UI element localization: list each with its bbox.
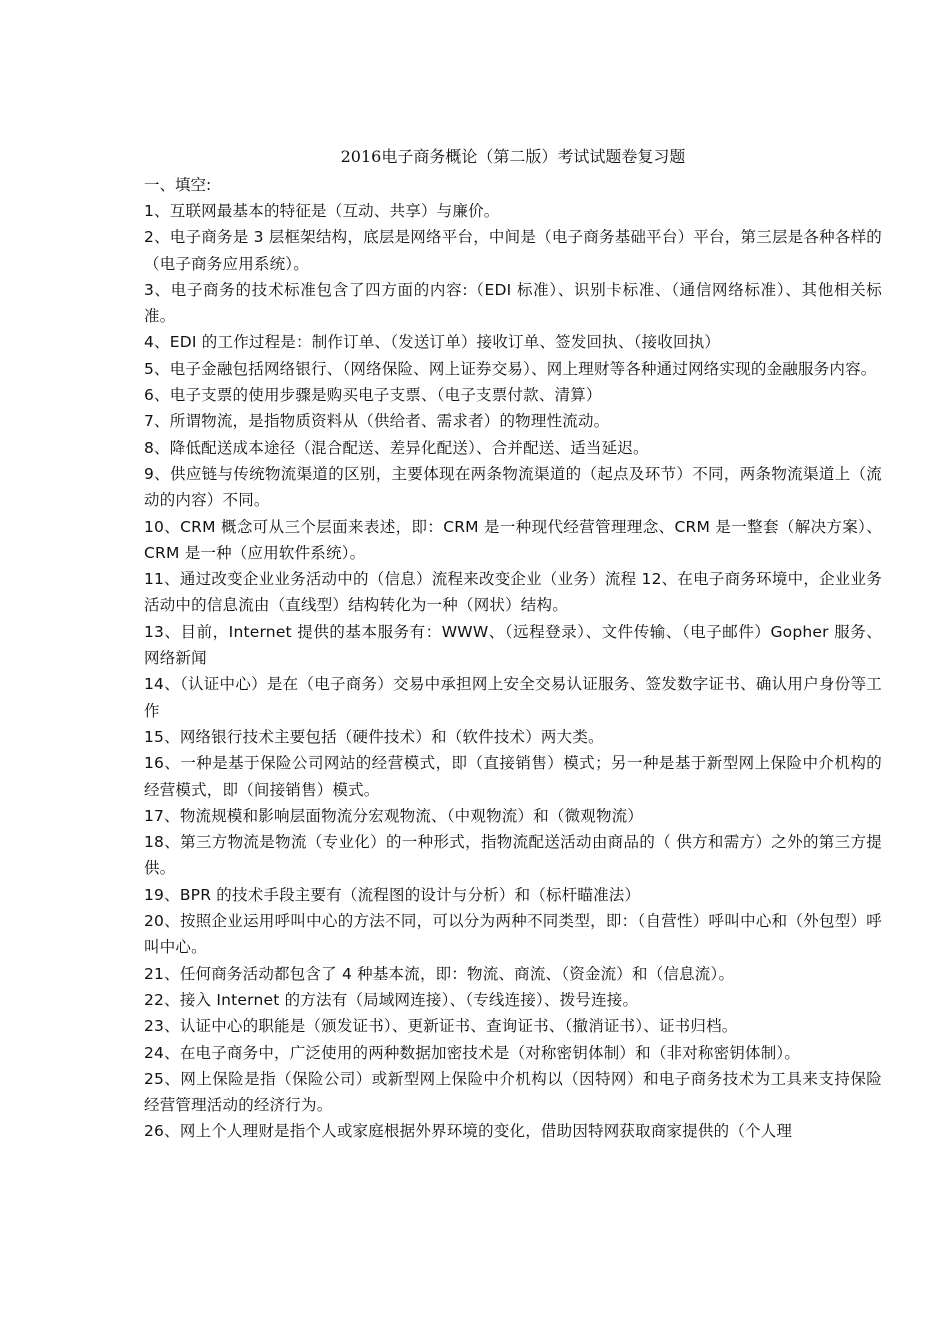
document-page bbox=[144, 144, 882, 1145]
question-item: 20、按照企业运用呼叫中心的方法不同，可以分为两种不同类型，即：（自营性）呼叫中心和（外包型）呼叫中心。 bbox=[144, 912, 882, 957]
question-list bbox=[144, 198, 882, 1145]
question-item: 4、EDI 的工作过程是：制作订单、（发送订单）接收订单、签发回执、（接收回执） bbox=[144, 333, 721, 352]
question-item: 1、互联网最基本的特征是（互动、共享）与廉价。 bbox=[144, 202, 500, 220]
question-item: 2、电子商务是 3 层框架结构，底层是网络平台，中间是（电子商务基础平台）平台，第三层是各种各样的（电子商务应用系统）。 bbox=[144, 228, 882, 273]
question-item: 6、电子支票的使用步骤是购买电子支票、（电子支票付款、清算） bbox=[144, 386, 602, 405]
question-item: 7、所谓物流，是指物质资料从（供给者、需求者）的物理性流动。 bbox=[144, 412, 610, 431]
question-item: 9、供应链与传统物流渠道的区别，主要体现在两条物流渠道的（起点及环节）不同，两条物流渠道上（流动的内容）不同。 bbox=[144, 464, 882, 510]
section-heading: 一、填空: bbox=[144, 176, 212, 194]
question-item: 13、目前，Internet 提供的基本服务有：WWW、（远程登录）、文件传输、（电子邮件）Gopher 服务、网络新闻 bbox=[144, 622, 882, 668]
question-item: 26、网上个人理财是指个人或家庭根据外界环境的变化，借助因特网获取商家提供的（个人理 bbox=[144, 1122, 793, 1141]
question-item: 18、第三方物流是物流（专业化）的一种形式，指物流配送活动由商品的（ 供方和需方）之外的第三方提供。 bbox=[144, 833, 882, 878]
question-item: 5、电子金融包括网络银行、（网络保险、网上证券交易）、网上理财等各种通过网络实现的金融服务内容。 bbox=[144, 359, 877, 378]
question-item: 8、降低配送成本途径（混合配送、差异化配送）、合并配送、适当延迟。 bbox=[144, 438, 649, 457]
question-item: 24、在电子商务中，广泛使用的两种数据加密技术是（对称密钥体制）和（非对称密钥体制）。 bbox=[144, 1043, 801, 1062]
question-item: 3、电子商务的技术标准包含了四方面的内容:（EDI 标准）、识别卡标准、（通信网络标准）、其他相关标准。 bbox=[144, 280, 882, 326]
question-item: 21、任何商务活动都包含了 4 种基本流，即：物流、商流、（资金流）和（信息流）。 bbox=[144, 964, 735, 983]
question-item: 15、网络银行技术主要包括（硬件技术）和（软件技术）两大类。 bbox=[144, 727, 604, 746]
document-title: 2016电子商务概论（第二版）考试试题卷复习题 bbox=[340, 147, 686, 166]
question-item: 23、认证中心的职能是（颁发证书）、更新证书、查询证书、（撤消证书）、证书归档。 bbox=[144, 1017, 738, 1036]
question-item: 22、接入 Internet 的方法有（局域网连接）、（专线连接）、拨号连接。 bbox=[144, 990, 639, 1009]
question-item: 17、物流规模和影响层面物流分宏观物流、（中观物流）和（微观物流） bbox=[144, 806, 644, 825]
question-item: 16、一种是基于保险公司网站的经营模式，即（直接销售）模式；另一种是基于新型网上保险中介机构的经营模式，即（间接销售）模式。 bbox=[144, 754, 882, 799]
question-item: 25、网上保险是指（保险公司）或新型网上保险中介机构以（因特网）和电子商务技术为工具来支持保险经营管理活动的经济行为。 bbox=[144, 1069, 882, 1115]
question-item: 10、CRM 概念可从三个层面来表述，即：CRM 是一种现代经营管理理念、CRM 是一整套（解决方案）、CRM 是一种（应用软件系统）。 bbox=[144, 517, 882, 562]
question-item: 14、（认证中心）是在（电子商务）交易中承担网上安全交易认证服务、签发数字证书、确认用户身份等工作 bbox=[144, 675, 882, 720]
question-item: 19、BPR 的技术手段主要有（流程图的设计与分析）和（标杆瞄准法） bbox=[144, 885, 641, 904]
question-item: 11、通过改变企业业务活动中的（信息）流程来改变企业（业务）流程 12、在电子商务环境中，企业业务活动中的信息流由（直线型）结构转化为一种（网状）结构。 bbox=[144, 570, 882, 615]
